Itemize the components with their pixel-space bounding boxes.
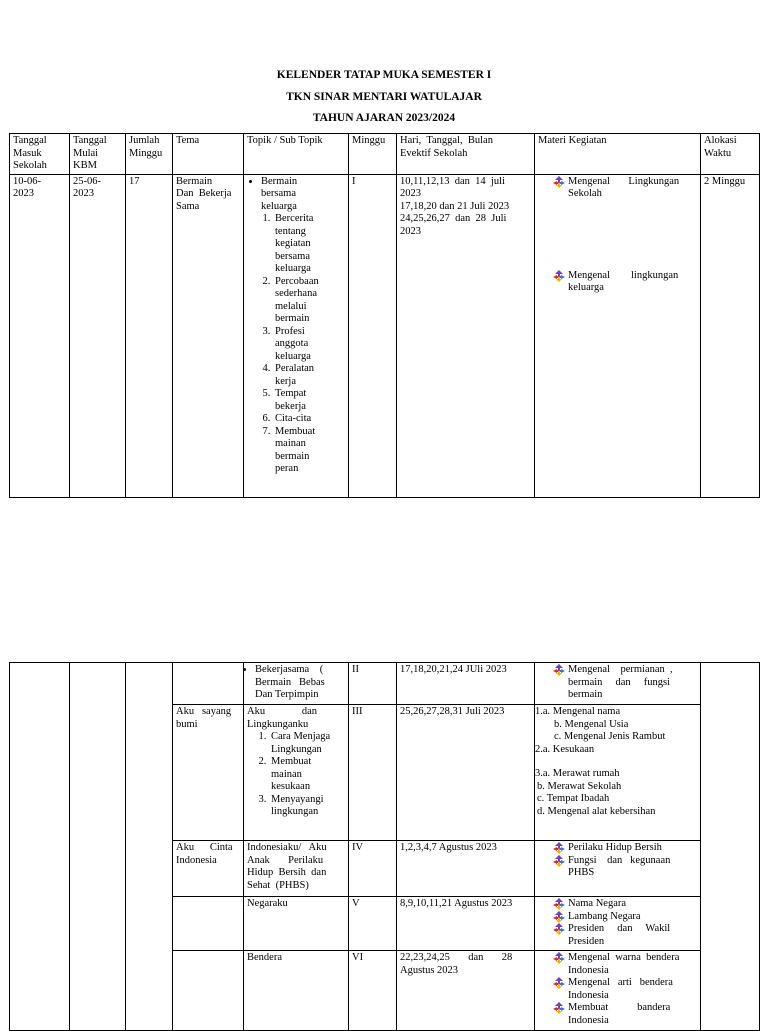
cell-mulai: 25-06- 2023 [70,174,126,497]
cell-tema: Aku Cinta Indonesia [173,841,244,897]
list-item: 5. Tempat bekerja [273,388,333,413]
cell-materi [535,897,701,951]
cell-minggu: IV [349,841,397,897]
list-item: 4. Peralatan kerja [273,363,333,388]
cell-materi: 1.a. Mengenal nama b. Mengenal Usia c. Mengenal Jenis Rambut 2.a. Kesukaan 3.a. Merawat rumah b. Merawat Sekolah c. Tempat Ibadah d. Mengenal alat kebersihan [535,705,701,841]
col-tanggal-masuk: Tanggal Masuk Sekolah [10,134,70,175]
schedule-table-1 [9,133,760,498]
cell-topik [244,174,349,497]
cell-tema: Aku sayang bumi [173,705,244,841]
list-item: 3. Profesi anggota keluarga [273,326,333,364]
cell-hari: 8,9,10,11,21 Agustus 2023 [397,897,535,951]
materi-item: Perilaku Hidup Bersih [538,842,697,855]
materi-item: Nama Negara [538,898,697,911]
cell-minggu: III [349,705,397,841]
col-minggu: Minggu [349,134,397,175]
list-item: 1. Cara Menjaga Lingkungan [269,731,339,756]
bullet-arrow-icon [553,842,565,854]
list-item: • Bekerjasama ( Bermain Bebas Dan Terpimpin [255,664,345,702]
col-tanggal-mulai: Tanggal Mulai KBM [70,134,126,175]
cell-masuk: 10-06- 2023 [10,174,70,497]
table-row [10,174,760,497]
doc-title-2: TKN SINAR MENTARI WATULAJAR [286,91,482,103]
list-item: 3. Menyayangi lingkungan [269,794,339,819]
bullet-arrow-icon [553,952,565,964]
col-alokasi: Alokasi Waktu [701,134,760,175]
subtopik-list [247,731,339,819]
col-tema: Tema [173,134,244,175]
doc-title-1: KELENDER TATAP MUKA SEMESTER I [276,69,492,81]
bullet-arrow-icon [553,911,565,923]
col-hari: Hari, Tanggal, Bulan Evektif Sekolah [397,134,535,175]
bullet-arrow-icon [553,855,565,867]
cell-minggu: I [349,174,397,497]
cell-hari: 10,11,12,13 dan 14 juli 2023 17,18,20 dan 21 Juli 2023 24,25,26,27 dan 28 Juli 2023 [397,174,535,497]
materi-item: Lambang Negara [538,911,697,924]
cell-tema: Bermain Dan Bekerja Sama [173,174,244,497]
cell-minggu: VI [349,951,397,1031]
materi-item: Fungsi dan kegunaan PHBS [538,855,697,880]
cell-topik: Negaraku [244,897,349,951]
cell-jumlah: 17 [126,174,173,497]
cell-empty [70,663,126,1031]
col-topik: Topik / Sub Topik [244,134,349,175]
list-item: • Bermain bersama keluarga [261,176,345,214]
cell-hari: 1,2,3,4,7 Agustus 2023 [397,841,535,897]
cell-materi [535,951,701,1031]
cell-empty [126,663,173,1031]
header-row [10,134,760,175]
list-item: 7. Membuat mainan bermain peran [273,426,333,476]
cell-materi [535,841,701,897]
cell-materi [535,174,701,497]
cell-minggu: II [349,663,397,705]
cell-minggu: V [349,897,397,951]
topik-list [247,176,345,214]
subtopik-list [247,213,333,476]
bullet-arrow-icon [553,977,565,989]
materi-item: Presiden dan Wakil Presiden [538,923,697,948]
col-materi: Materi Kegiatan [535,134,701,175]
bullet-arrow-icon [553,1002,565,1014]
cell-tema [173,663,244,705]
list-item: 1. Bercerita tentang kegiatan bersama keluarga [273,213,333,276]
cell-hari: 22,23,24,25 dan 28 Agustus 2023 [397,951,535,1031]
bullet-arrow-icon [553,664,565,676]
cell-hari: 25,26,27,28,31 Juli 2023 [397,705,535,841]
cell-tema [173,951,244,1031]
cell-hari: 17,18,20,21,24 JUli 2023 [397,663,535,705]
cell-empty [701,663,760,1031]
cell-topik: Indonesiaku/ Aku Anak Perilaku Hidup Bersih dan Sehat (PHBS) [244,841,349,897]
cell-tema [173,897,244,951]
list-item: 6. Cita-cita [273,413,333,426]
cell-topik [244,663,349,705]
doc-title-3: TAHUN AJARAN 2023/2024 [312,112,456,124]
bullet-arrow-icon [553,898,565,910]
materi-item: Mengenal Lingkungan Sekolah [538,176,697,201]
materi-item: Mengenal arti bendera Indonesia [538,977,697,1002]
bullet-arrow-icon [553,176,565,188]
list-item: 2. Membuat mainan kesukaan [269,756,339,794]
cell-alokasi: 2 Minggu [701,174,760,497]
cell-topik: Bendera [244,951,349,1031]
schedule-table-2 [9,662,760,1031]
materi-item: Membuat bandera Indonesia [538,1002,697,1027]
materi-item: Mengenal lingkungan keluarga [538,270,697,295]
col-jumlah-minggu: Jumlah Minggu [126,134,173,175]
materi-item: Mengenal warna bendera Indonesia [538,952,697,977]
topik-list [247,664,345,702]
table-row [10,663,760,705]
cell-materi [535,663,701,705]
materi-item: Mengenal permianan , bermain dan fungsi bermain [538,664,697,702]
cell-empty [10,663,70,1031]
bullet-arrow-icon [553,923,565,935]
cell-topik: Aku dan Lingkunganku 1. Cara Menjaga Lingkungan 2. Membuat mainan kesukaan 3. Menyayangi lingkungan [244,705,349,841]
bullet-arrow-icon [553,270,565,282]
list-item: 2. Percobaan sederhana melalui bermain [273,276,333,326]
